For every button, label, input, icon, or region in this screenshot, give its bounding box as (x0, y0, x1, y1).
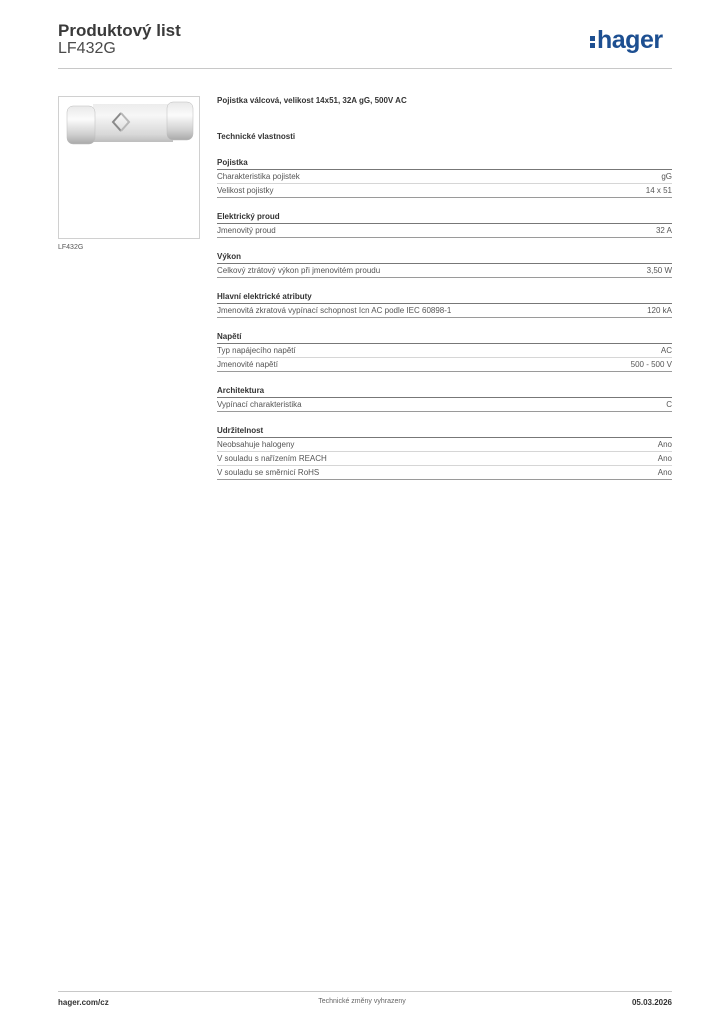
spec-group-napeti (217, 331, 672, 372)
spec-row (217, 344, 672, 358)
product-image (58, 96, 200, 239)
document-title: Produktový list (58, 21, 181, 40)
spec-label: Celkový ztrátový výkon při jmenovitém proudu (217, 266, 381, 275)
group-title: Pojistka (217, 157, 672, 170)
spec-value: Ano (657, 468, 672, 477)
group-title: Napětí (217, 331, 672, 344)
hager-logo (590, 28, 663, 53)
spec-row (217, 466, 672, 480)
spec-value: 14 x 51 (645, 186, 672, 195)
spec-label: Velikost pojistky (217, 186, 274, 195)
spec-label: Neobsahuje halogeny (217, 440, 295, 449)
spec-label: Jmenovitý proud (217, 226, 276, 235)
spec-value: Ano (657, 454, 672, 463)
section-title: Technické vlastnosti (217, 132, 296, 141)
product-code: LF432G (58, 40, 116, 57)
spec-value: 32 A (655, 226, 672, 235)
cylindrical-fuse-icon (59, 97, 199, 238)
spec-group-architektura (217, 385, 672, 412)
logo-text: hager (597, 26, 663, 54)
footer-date: 05.03.2026 (631, 998, 672, 1007)
spec-content (217, 96, 672, 480)
spec-value: Ano (657, 440, 672, 449)
spec-value: AC (660, 346, 672, 355)
spec-label: Typ napájecího napětí (217, 346, 296, 355)
spec-label: Vypínací charakteristika (217, 400, 302, 409)
spec-row (217, 170, 672, 184)
spec-label: V souladu s nařízením REACH (217, 454, 327, 463)
group-title: Hlavní elektrické atributy (217, 291, 672, 304)
group-title: Udržitelnost (217, 425, 672, 438)
group-title: Výkon (217, 251, 672, 264)
spec-row (217, 224, 672, 238)
spec-row (217, 398, 672, 412)
spec-row (217, 184, 672, 198)
spec-group-pojistka (217, 157, 672, 198)
spec-row (217, 358, 672, 372)
spec-group-vykon (217, 251, 672, 278)
spec-label: Charakteristika pojistek (217, 172, 300, 181)
spec-value: 500 - 500 V (630, 360, 672, 369)
footer-divider (58, 991, 672, 992)
group-title: Elektrický proud (217, 211, 672, 224)
logo-dots-icon (590, 28, 595, 50)
spec-row (217, 452, 672, 466)
spec-group-proud (217, 211, 672, 238)
header-divider (58, 68, 672, 69)
product-description: Pojistka válcová, velikost 14x51, 32A gG, 500V AC (217, 96, 407, 105)
spec-label: Jmenovité napětí (217, 360, 278, 369)
footer-note: Technické změny vyhrazeny (318, 998, 406, 1005)
spec-value: 120 kA (647, 306, 672, 315)
image-caption: LF432G (58, 244, 84, 251)
footer-website: hager.com/cz (58, 998, 109, 1007)
spec-group-atributy (217, 291, 672, 318)
spec-row (217, 438, 672, 452)
group-title: Architektura (217, 385, 672, 398)
spec-value: 3,50 W (646, 266, 672, 275)
spec-label: V souladu se směrnicí RoHS (217, 468, 320, 477)
spec-row (217, 304, 672, 318)
spec-value: gG (661, 172, 672, 181)
spec-row (217, 264, 672, 278)
spec-group-udrzitelnost (217, 425, 672, 480)
spec-label: Jmenovitá zkratová vypínací schopnost Icn AC podle IEC 60898-1 (217, 306, 452, 315)
spec-value: C (666, 400, 672, 409)
